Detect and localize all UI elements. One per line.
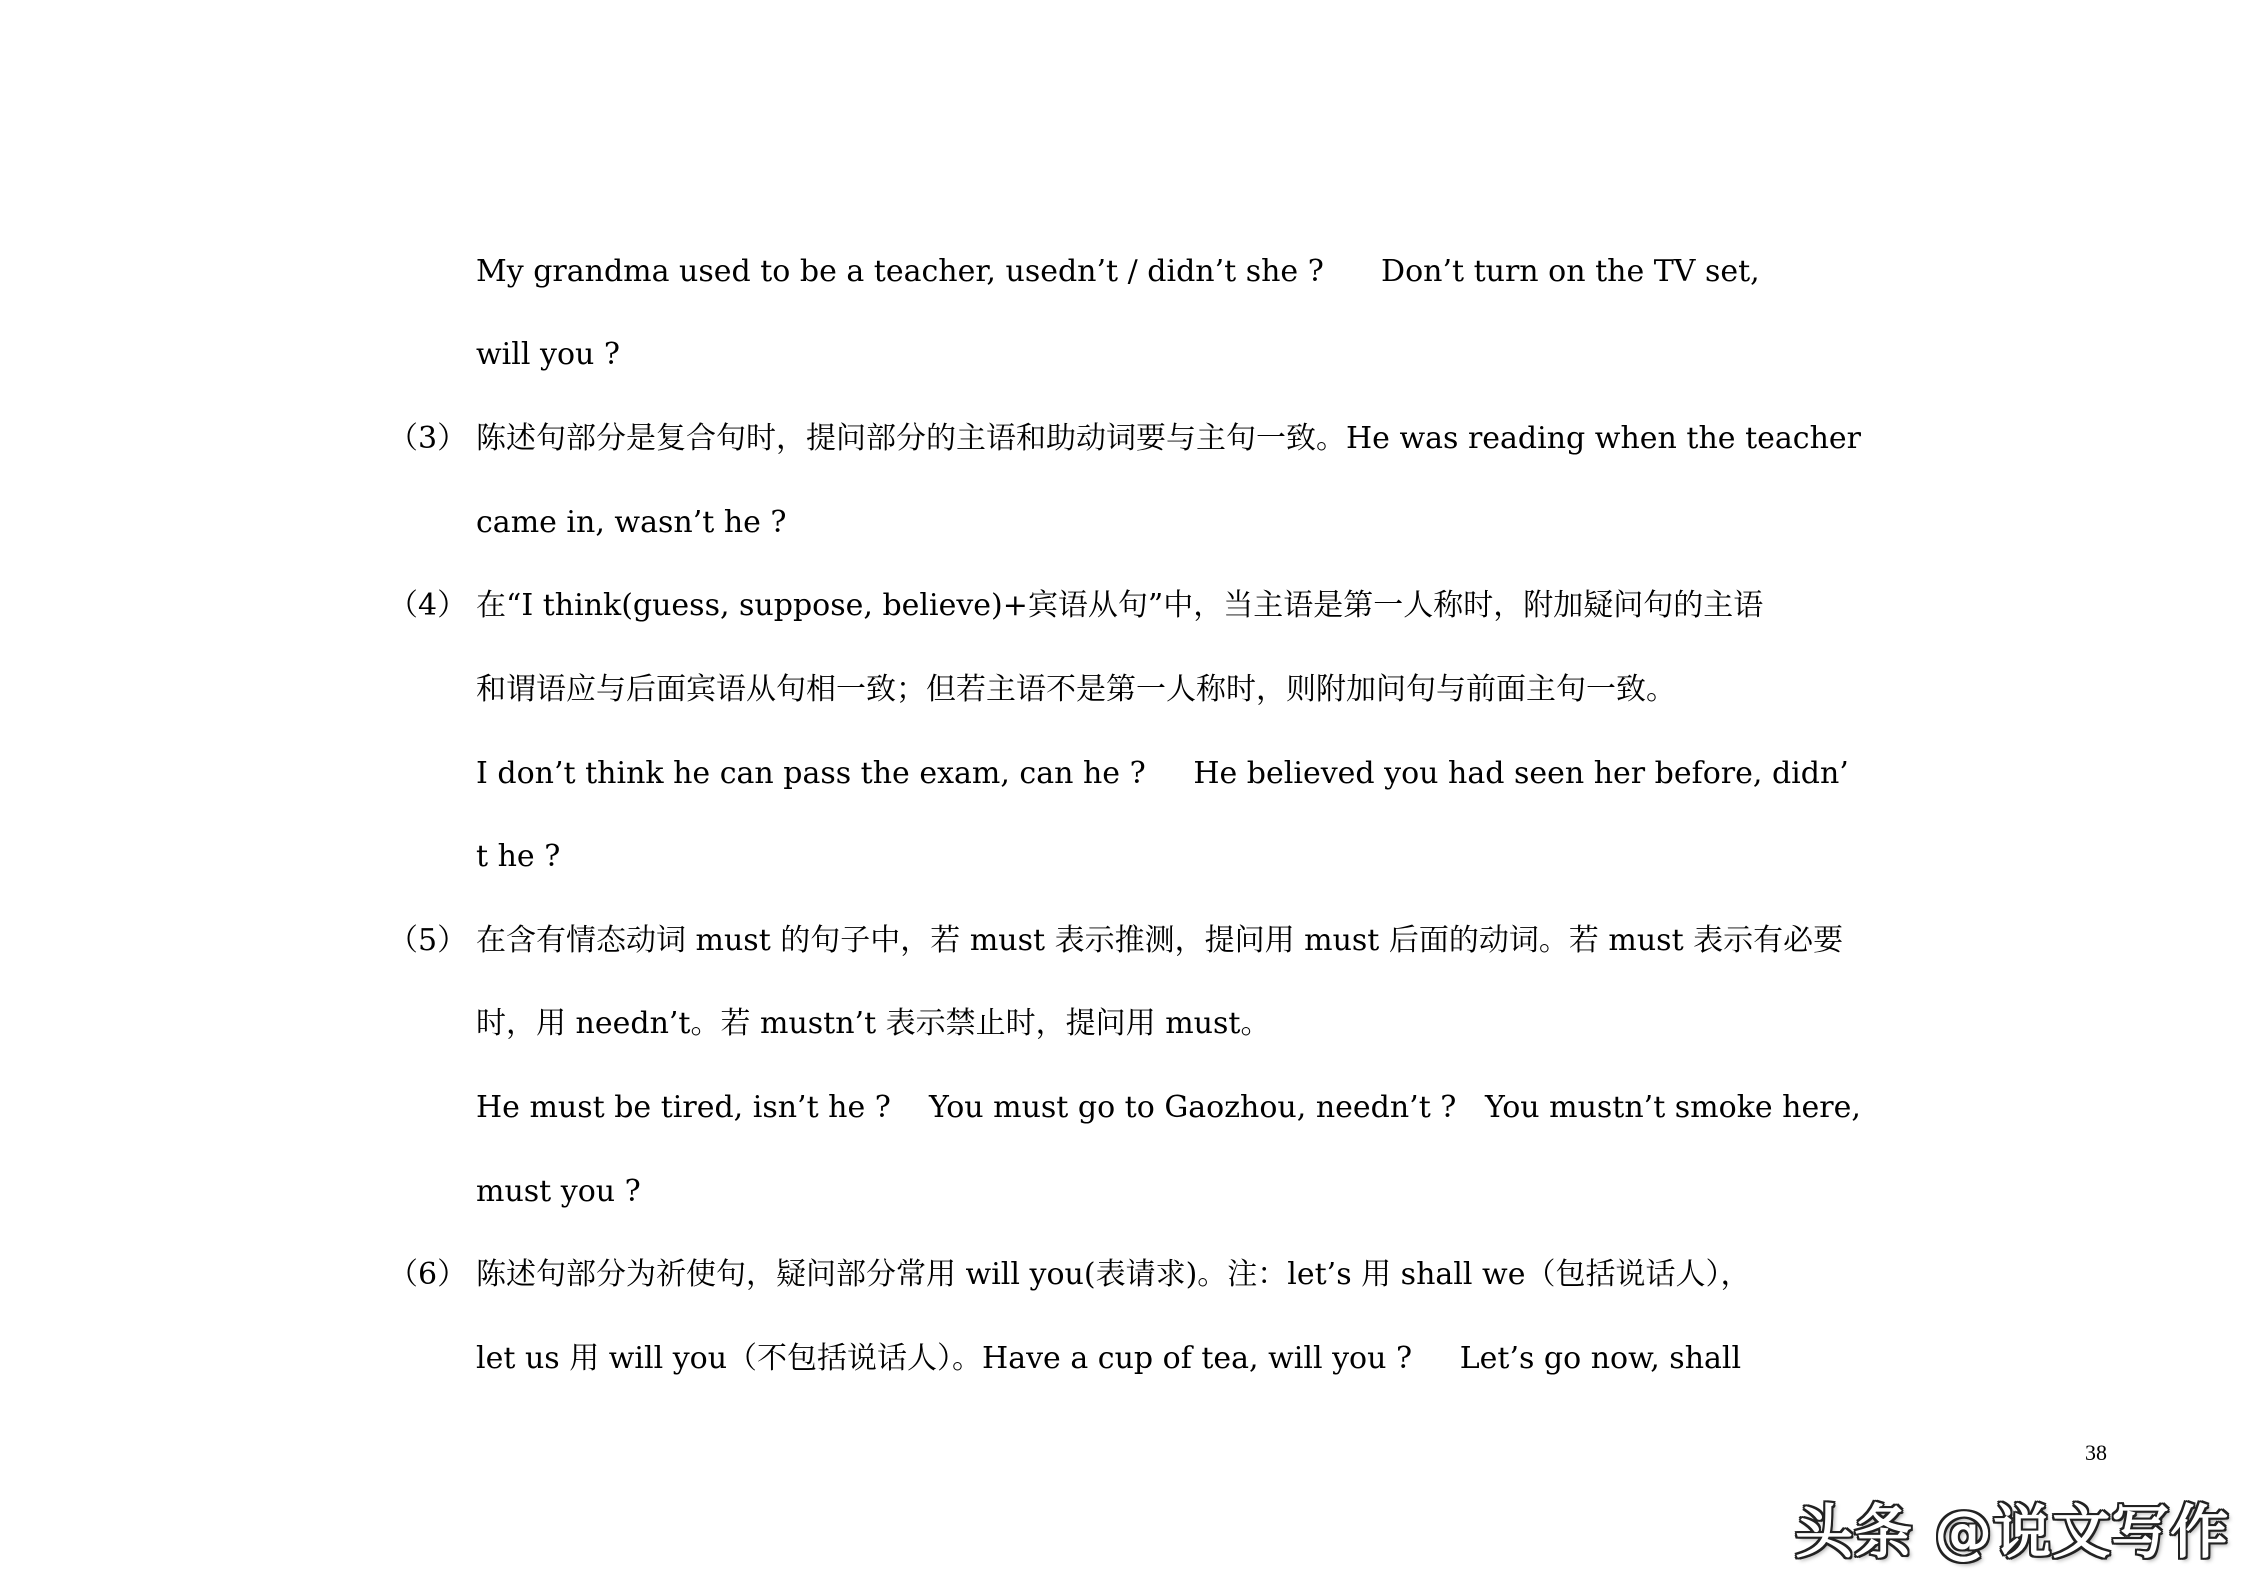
text-line: 在含有情态动词 must 的句子中，若 must 表示推测，提问用 must 后面的动词。若 must 表示有必要 (476, 923, 1844, 958)
text-line: 时，用 needn’t。若 mustn’t 表示禁止时，提问用 must。 (476, 1006, 1271, 1041)
text-line: 和谓语应与后面宾语从句相一致；但若主语不是第一人称时，则附加问句与前面主句一致。 (476, 672, 1676, 707)
text-line: must you ? (476, 1174, 641, 1209)
text-line: 陈述句部分是复合句时，提问部分的主语和助动词要与主句一致。He was reading when the teacher (476, 421, 1861, 456)
text-line: will you ? (476, 337, 620, 372)
text-line: t he ? (476, 839, 561, 874)
item-number: （3） (388, 421, 468, 456)
text-line: He must be tired, isn’t he ? You must go to Gaozhou, needn’t ? You mustn’t smoke here, (476, 1090, 1861, 1125)
page-number: 38 (2085, 1440, 2107, 1465)
text-line: let us 用 will you（不包括说话人）。Have a cup of tea, will you ? Let’s go now, shall (476, 1341, 1742, 1376)
text-line: 陈述句部分为祈使句，疑问部分常用 will you(表请求)。注：let’s 用 shall we（包括说话人）， (476, 1257, 1751, 1292)
item-number: （6） (388, 1257, 468, 1292)
item-number: （5） (388, 923, 468, 958)
item-number: （4） (388, 588, 468, 623)
text-line: My grandma used to be a teacher, usedn’t / didn’t she ? Don’t turn on the TV set, (476, 254, 1760, 289)
text-line: 在“I think(guess, suppose, believe)+宾语从句”中，当主语是第一人称时，附加疑问句的主语 (476, 588, 1764, 623)
text-line: I don’t think he can pass the exam, can he ? He believed you had seen her before, didn’ (476, 756, 1849, 791)
watermark: 头条 @说文写作 (1795, 1498, 2230, 1566)
text-line: came in, wasn’t he ? (476, 505, 787, 540)
